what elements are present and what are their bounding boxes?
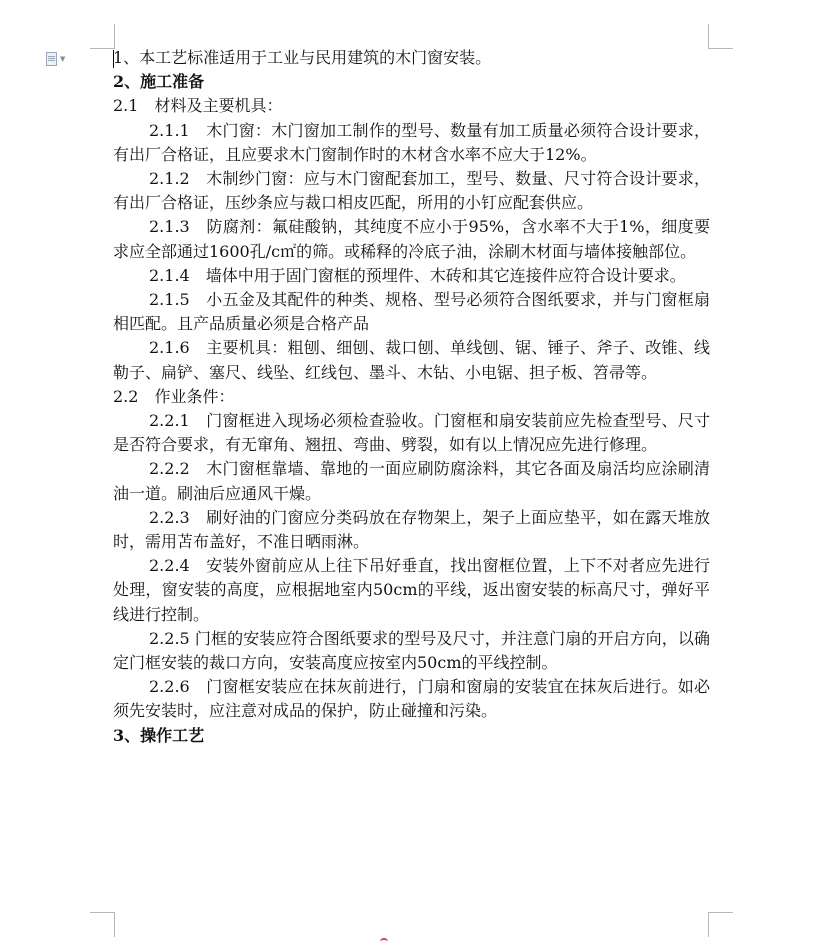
paragraph-2-1-4: 2.1.4 墙体中用于固门窗框的预埋件、木砖和其它连接件应符合设计要求。 xyxy=(149,265,686,285)
paragraph-2-2-5: 2.2.5 门框的安装应符合图纸要求的型号及尺寸，并注意门扇的开启方向，以确定门框安装的裁口方向，安装高度应按室内50cm的平线控制。 xyxy=(113,628,710,673)
heading-preparation: 2、施工准备 xyxy=(113,72,205,92)
paragraph-2-1-6: 2.1.6 主要机具：粗刨、细刨、裁口刨、单线刨、锯、锤子、斧子、改锥、线勒子、扁铲、塞尺、线坠、红线包、墨斗、木钻、小电锯、担子板、笤帚等。 xyxy=(113,338,710,382)
crop-mark-bottom-right xyxy=(708,912,733,937)
crop-mark-bottom-left xyxy=(90,912,115,937)
paragraph-2-2-4: 2.2.4 安装外窗前应从上往下吊好垂直，找出窗框位置，上下不对者应先进行处理，窗安装的高度，应根据地室内50cm的平线，返出窗安装的标高尺寸，弹好平线进行控制。 xyxy=(113,556,710,624)
paragraph-2-1-5: 2.1.5 小五金及其配件的种类、规格、型号必须符合图纸要求，并与门窗框扇相匹配。且产品质量必须是合格产品 xyxy=(113,290,710,334)
paragraph-2-1-2: 2.1.2 木制纱门窗：应与木门窗配套加工，型号、数量、尺寸符合设计要求，有出厂合格证，压纱条应与裁口相皮匹配，所用的小钉应配套供应。 xyxy=(113,169,710,213)
paragraph-2-1-3: 2.1.3 防腐剂：氟硅酸钠，其纯度不应小于95%，含水率不大于1%，细度要求应全部通过1600孔/c㎡的筛。或稀释的冷底子油，涂刷木材面与墙体接触部位。 xyxy=(113,217,710,261)
document-paragraph-icon[interactable] xyxy=(46,52,74,66)
subheading-materials: 2.1 材料及主要机具： xyxy=(113,96,283,116)
heading-operation: 3、操作工艺 xyxy=(113,725,205,745)
paragraph-2-2-3: 2.2.3 刷好油的门窗应分类码放在存物架上，架子上面应垫平，如在露天堆放时，需用苫布盖好，不准日晒雨淋。 xyxy=(113,507,710,552)
chevron-down-icon: ▼ xyxy=(60,55,66,63)
spellcheck-mark xyxy=(380,938,388,945)
paragraph-2-2-1: 2.2.1 门窗框进入现场必须检查验收。门窗框和扇安装前应先检查型号、尺寸是否符合要求，有无窜角、翘扭、弯曲、劈裂，如有以上情况应先进行修理。 xyxy=(113,411,710,455)
paragraph-2-2-2: 2.2.2 木门窗框靠墙、靠地的一面应刷防腐涂料，其它各面及扇活均应涂刷清油一道。刷油后应通风干燥。 xyxy=(113,459,710,503)
crop-mark-top-right xyxy=(708,24,733,49)
document-body[interactable] xyxy=(113,46,710,748)
crop-mark-top-left xyxy=(90,24,115,49)
paragraph-scope: 1、本工艺标准适用于工业与民用建筑的木门窗安装。 xyxy=(113,48,492,67)
paragraph-2-1-1: 2.1.1 木门窗：木门窗加工制作的型号、数量有加工质量必须符合设计要求，有出厂合格证，且应要求木门窗制作时的木材含水率不应大于12%。 xyxy=(113,120,710,164)
subheading-conditions: 2.2 作业条件： xyxy=(113,386,235,406)
paragraph-2-2-6: 2.2.6 门窗框安装应在抹灰前进行，门扇和窗扇的安装宜在抹灰后进行。如必须先安装时，应注意对成品的保护，防止碰撞和污染。 xyxy=(113,677,710,721)
page-sheet-icon xyxy=(46,52,57,66)
